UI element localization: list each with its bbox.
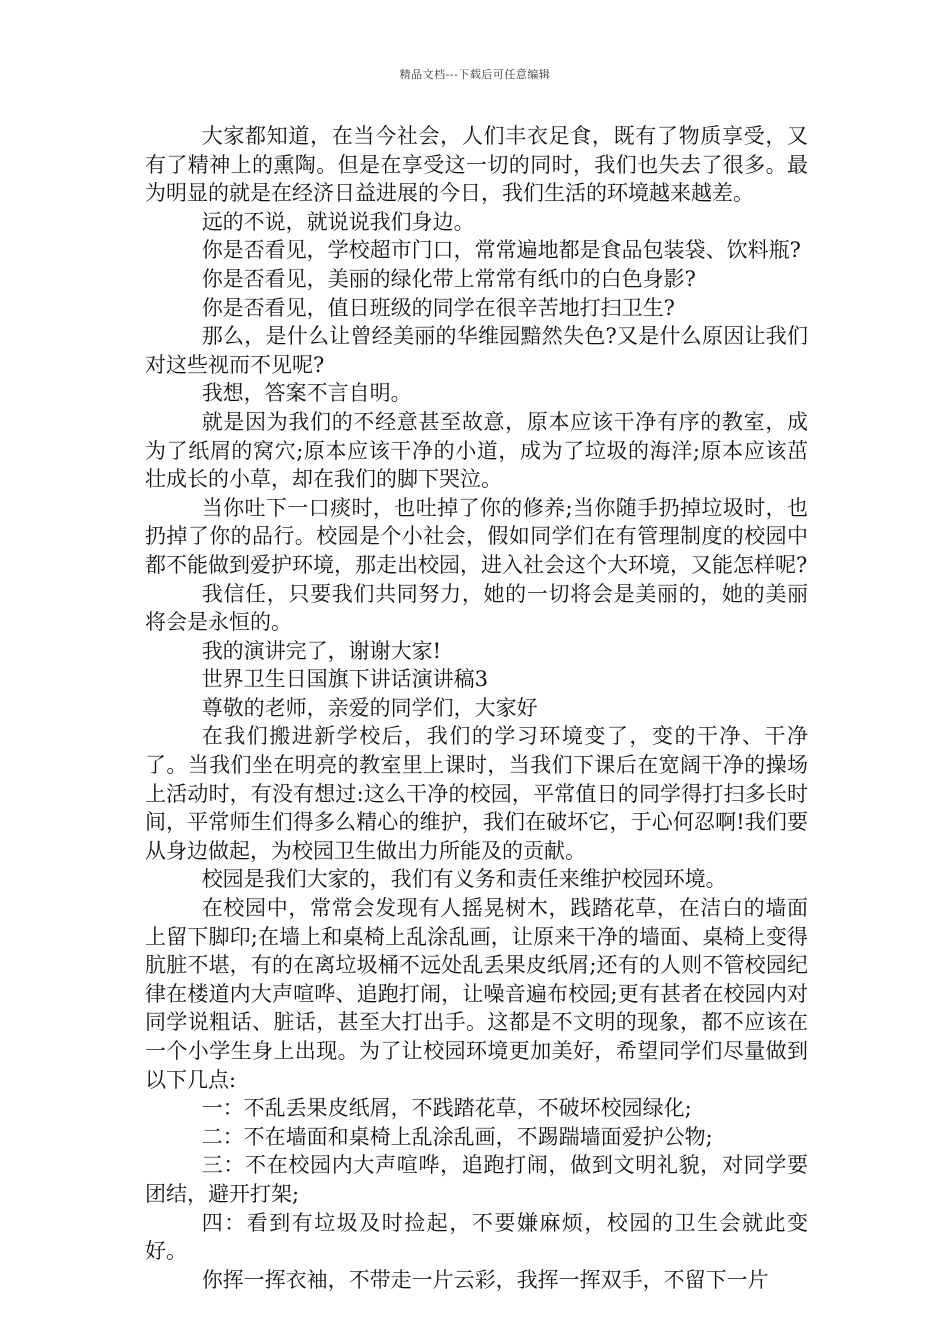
paragraph: 你挥一挥衣袖，不带走一片云彩，我挥一挥双手，不留下一片	[201, 1267, 769, 1292]
paragraph: 就是因为我们的不经意甚至故意，原本应该干净有序的教室，成为了纸屑的窝穴;原本应该干净的小道，成为了垃圾的海洋;原本应该茁壮成长的小草，却在我们的脚下哭泣。	[145, 409, 808, 492]
section-title: 世界卫生日国旗下讲话演讲稿3	[201, 667, 489, 692]
paragraph: 我的演讲完了，谢谢大家!	[201, 638, 442, 663]
paragraph: 我信任，只要我们共同努力，她的一切将会是美丽的，她的美丽将会是永恒的。	[145, 581, 808, 635]
paragraph: 那么，是什么让曾经美丽的华维园黯然失色?又是什么原因让我们对这些视而不见呢?	[145, 324, 808, 377]
paragraph: 大家都知道，在当今社会，人们丰衣足食，既有了物质享受，又有了精神上的熏陶。但是在享受这一切的同时，我们也失去了很多。最为明显的就是在经济日益进展的今日，我们生活的环境越来越差。	[145, 124, 808, 206]
paragraph: 你是否看见，值日班级的同学在很辛苦地打扫卫生?	[201, 295, 675, 320]
paragraph: 远的不说，就说说我们身边。	[201, 209, 475, 234]
paragraph: 在校园中，常常会发现有人摇晃树木，践踏花草，在洁白的墙面上留下脚印;在墙上和桌椅上乱涂乱画，让原来干净的墙面、桌椅上变得肮脏不堪，有的在离垃圾桶不远处乱丢果皮纸屑;还有的人则不管校园纪律在楼道内大声喧哗、追跑打闹，让噪音遍布校园;更有甚者在校园内对同学说粗话、脏话，甚至大打出手。这都是不文明的现象，都不应该在一个小学生身上出现。为了让校园环境更加美好，希望同学们尽量做到以下几点:	[145, 896, 808, 1092]
page-header: 精品文档---下载后可任意编辑	[399, 68, 551, 81]
paragraph: 当你吐下一口痰时，也吐掉了你的修养;当你随手扔掉垃圾时，也扔掉了你的品行。校园是个小社会，假如同学们在有管理制度的校园中都不能做到爱护环境，那走出校园，进入社会这个大环境，又能怎样呢?	[145, 495, 808, 577]
paragraph: 我想，答案不言自明。	[201, 381, 412, 406]
list-item: 四：看到有垃圾及时捡起，不要嫌麻烦，校园的卫生会就此变好。	[145, 1210, 808, 1264]
document-body	[145, 122, 808, 1294]
paragraph: 你是否看见，学校超市门口，常常遍地都是食品包装袋、饮料瓶?	[201, 238, 801, 263]
paragraph: 在我们搬进新学校后，我们的学习环境变了，变的干净、干净了。当我们坐在明亮的教室里上课时，当我们下课后在宽阔干净的操场上活动时，有没有想过:这么干净的校园，平常值日的同学得打扫多长时间，平常师生们得多么精心的维护，我们在破坏它，于心何忍啊!我们要从身边做起，为校园卫生做出力所能及的贡献。	[145, 724, 808, 863]
list-item: 三：不在校园内大声喧哗，追跑打闹，做到文明礼貌，对同学要团结，避开打架;	[145, 1153, 808, 1206]
paragraph: 校园是我们大家的，我们有义务和责任来维护校园环境。	[201, 867, 727, 892]
list-item: 一：不乱丢果皮纸屑，不践踏花草，不破坏校园绿化;	[201, 1096, 692, 1121]
greeting: 尊敬的老师，亲爱的同学们，大家好	[201, 695, 538, 720]
list-item: 二：不在墙面和桌椅上乱涂乱画，不踢踹墙面爱护公物;	[201, 1124, 713, 1149]
paragraph: 你是否看见，美丽的绿化带上常常有纸巾的白色身影?	[201, 266, 696, 291]
